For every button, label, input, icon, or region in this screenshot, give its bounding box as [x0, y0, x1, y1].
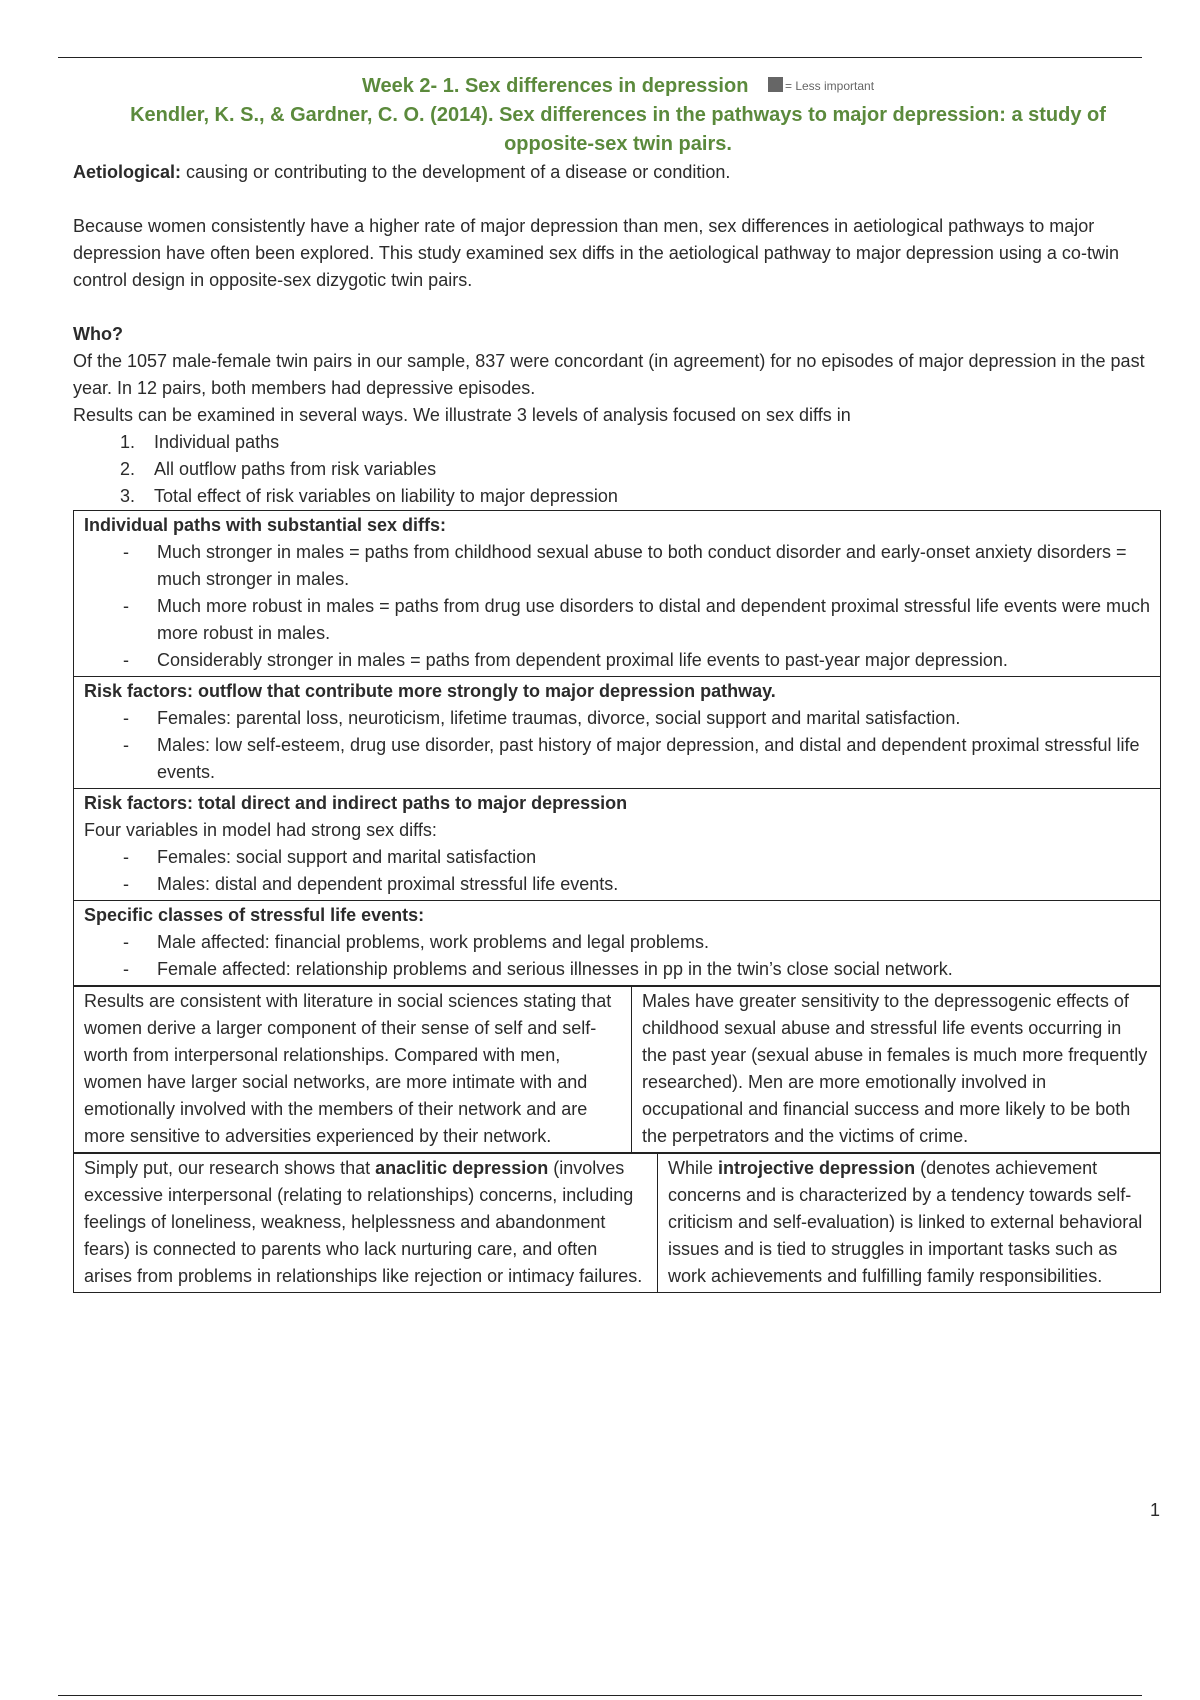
page-number: 1	[1150, 1500, 1161, 1520]
table-row	[74, 511, 1161, 677]
who-levels-intro: Results can be examined in several ways. We illustrate 3 levels of analysis focused on sex diffs in	[73, 405, 851, 426]
top-rule	[58, 57, 1142, 58]
importance-legend	[768, 72, 874, 101]
anaclitic-cell: Simply put, our research shows that anaclitic depression (involves excessive interpersonal (relating to relationships) concerns, including feelings of loneliness, weakness, helplessness and abandonment fears) is connected to parents who lack nurturing care, and often arises from problems in relationships like rejection or intimacy failures.	[74, 1154, 658, 1293]
section-total-paths	[74, 789, 1161, 901]
section-individual-paths	[74, 511, 1161, 677]
legend-label: = Less important	[784, 79, 875, 94]
men-cell: Males have greater sensitivity to the depressogenic effects of childhood sexual abuse and stressful life events occurring in the past year (sexual abuse in females is much more frequently researched). Men are more emotionally involved in occupational and financial success and more likely to be both the perpetrators and the victims of crime.	[632, 987, 1161, 1153]
who-text: Of the 1057 male-female twin pairs in our sample, 837 were concordant (in agreement) for no episodes of major depression in the past year. In 12 pairs, both members had depressive episodes.	[73, 351, 1145, 399]
introjective-term: introjective depression	[718, 1158, 916, 1179]
list-item: 1. Individual paths	[140, 429, 1163, 456]
who-heading: Who?	[73, 324, 123, 345]
list-item: - Females: parental loss, neuroticism, lifetime traumas, divorce, social support and marital satisfaction.	[157, 705, 1150, 732]
legend-swatch	[768, 77, 783, 92]
sex-comparison-table	[73, 986, 1161, 1153]
list-item: 2. All outflow paths from risk variables	[140, 456, 1163, 483]
section-heading: Specific classes of stressful life events:	[84, 905, 425, 926]
list-item: - Male affected: financial problems, work problems and legal problems.	[157, 929, 1150, 956]
table-row	[74, 987, 1161, 1153]
analysis-levels	[73, 429, 1163, 510]
anaclitic-term: anaclitic depression	[375, 1158, 549, 1179]
list-item: - Females: social support and marital satisfaction	[157, 844, 1150, 871]
list-item: - Much more robust in males = paths from drug use disorders to distal and dependent proximal stressful life events were much more robust in males.	[157, 593, 1150, 647]
section-heading: Risk factors: total direct and indirect paths to major depression	[84, 793, 628, 814]
title-text: Week 2- 1. Sex differences in depression	[361, 75, 749, 97]
table-row	[74, 901, 1161, 986]
section-outflow	[74, 677, 1161, 789]
table-row	[74, 677, 1161, 789]
list-item: 3. Total effect of risk variables on liability to major depression	[140, 483, 1163, 510]
women-cell: Results are consistent with literature in social sciences stating that women derive a larger component of their sense of self and self-worth from interpersonal relationships. Compared with men, women have larger social networks, are more intimate with and emotionally involved with the members of their network and are more sensitive to adversities experienced by their network.	[74, 987, 632, 1153]
list-item: - Female affected: relationship problems and serious illnesses in pp in the twin’s close social network.	[157, 956, 1150, 983]
section-life-events	[74, 901, 1161, 986]
bottom-rule	[58, 1695, 1142, 1696]
section-intro: Four variables in model had strong sex diffs:	[84, 820, 437, 841]
intro-paragraph: Because women consistently have a higher rate of major depression than men, sex differences in aetiological pathways to major depression have often been explored. This study examined sex diffs in the aetiological pathway to major depression using a co-twin control design in opposite-sex dizygotic twin pairs.	[73, 216, 1119, 291]
list-item: - Considerably stronger in males = paths from dependent proximal life events to past-year major depression.	[157, 647, 1150, 674]
section-heading: Risk factors: outflow that contribute more strongly to major depression pathway.	[84, 681, 776, 702]
document-body	[73, 72, 1163, 1293]
list-item: - Males: distal and dependent proximal stressful life events.	[157, 871, 1150, 898]
findings-table	[73, 510, 1161, 986]
page-title	[73, 72, 1163, 101]
table-row	[74, 1154, 1161, 1293]
depression-types-table	[73, 1153, 1161, 1293]
list-item: - Much stronger in males = paths from childhood sexual abuse to both conduct disorder and early-onset anxiety disorders = much stronger in males.	[157, 539, 1150, 593]
definition-text: causing or contributing to the development of a disease or condition.	[181, 162, 731, 183]
definition	[73, 159, 1163, 186]
citation: Kendler, K. S., & Gardner, C. O. (2014). Sex differences in the pathways to major depression: a study of opposite-sex twin pairs.	[130, 104, 1106, 156]
introjective-cell: While introjective depression (denotes achievement concerns and is characterized by a tendency towards self-criticism and self-evaluation) is linked to external behavioral issues and is tied to struggles in important tasks such as work achievements and fulfilling family responsibilities.	[658, 1154, 1161, 1293]
section-heading: Individual paths with substantial sex diffs:	[84, 515, 447, 536]
table-row	[74, 789, 1161, 901]
list-item: - Males: low self-esteem, drug use disorder, past history of major depression, and distal and dependent proximal stressful life events.	[157, 732, 1150, 786]
definition-term: Aetiological:	[73, 162, 182, 183]
